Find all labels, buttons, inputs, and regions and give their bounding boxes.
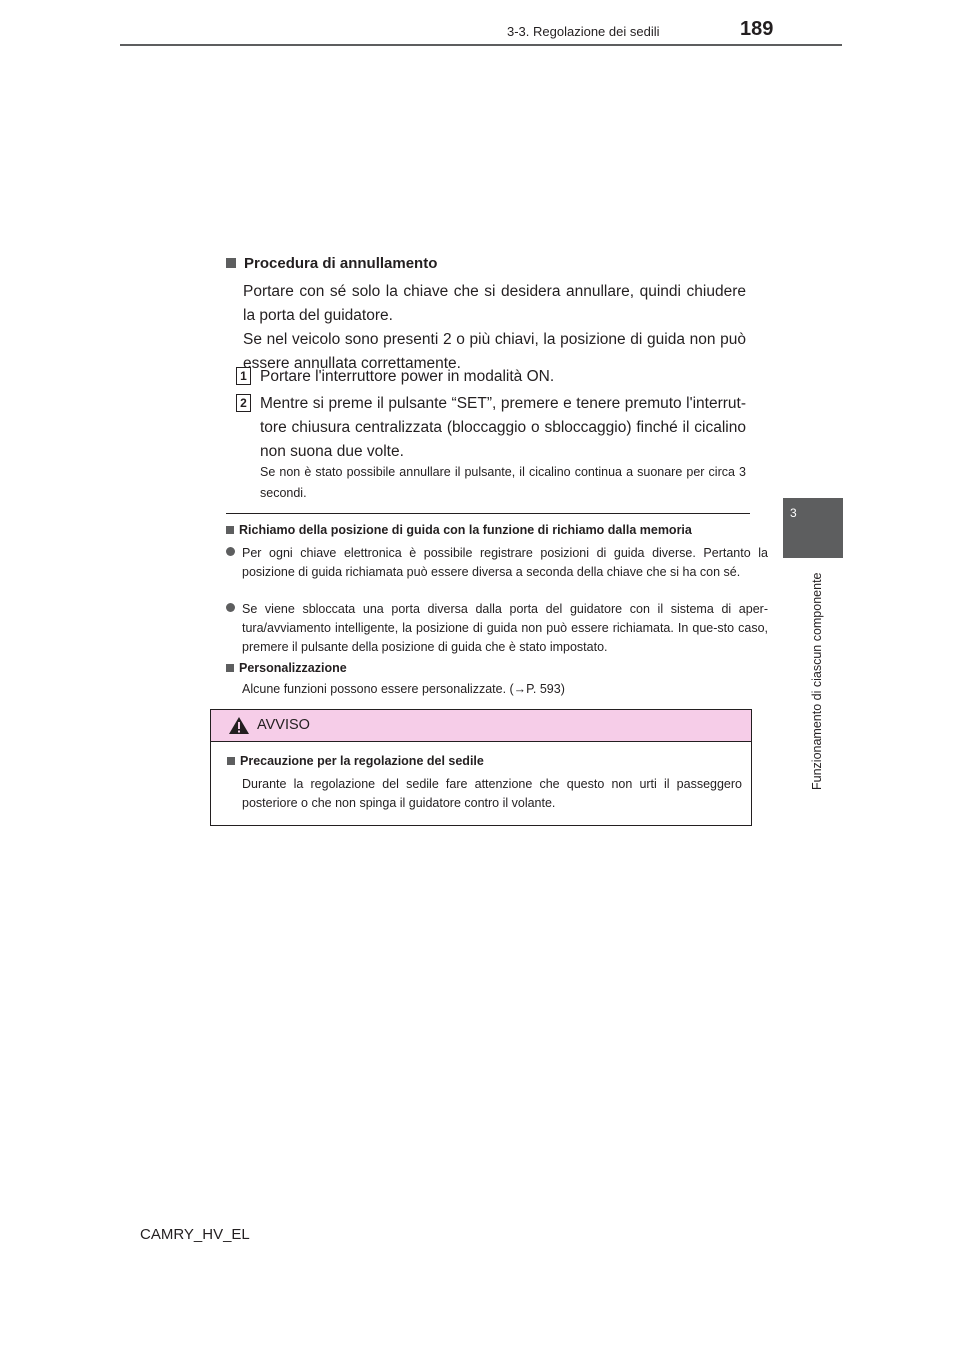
round-bullet-icon — [226, 547, 235, 556]
personalization-title: Personalizzazione — [226, 661, 347, 675]
cancel-section-title: Procedura di annullamento — [226, 255, 437, 272]
list-item: Per ogni chiave elettronica è possibile registrare posizioni di guida diverse. Pertanto la posizione di guida richiamata può essere diversa a seconda della chiave che si ha con sé. — [226, 544, 768, 582]
cancel-paragraph-2: Se nel veicolo sono presenti 2 o più chiavi, la posizione di guida non può essere annullata correttamente. — [243, 331, 746, 372]
warning-text: Durante la regolazione del sedile fare attenzione che questo non urti il passeggero posteriore o che non spinga il guidatore contro il volante. — [242, 777, 742, 810]
header-divider — [120, 44, 842, 46]
step-number-2: 2 — [236, 394, 251, 412]
cancel-note: Se non è stato possibile annullare il pulsante, il cicalino continua a suonare per circa 3 secondi. — [260, 465, 746, 500]
step-2-text: Mentre si preme il pulsante “SET”, premere e tenere premuto l'interrut-tore chiusura centralizzata (bloccaggio o sbloccaggio) finché il cicalino non suona due volte. — [260, 395, 746, 460]
warning-box — [210, 709, 752, 826]
warning-title: Precauzione per la regolazione del sedile — [227, 754, 484, 768]
recall-section-title: Richiamo della posizione di guida con la funzione di richiamo dalla memoria — [226, 523, 692, 537]
square-bullet-icon — [227, 757, 235, 765]
round-bullet-icon — [226, 603, 235, 612]
model-code: CAMRY_HV_EL — [140, 1226, 250, 1243]
square-bullet-icon — [226, 664, 234, 672]
step-number-1: 1 — [236, 367, 251, 385]
section-divider — [226, 513, 750, 514]
page-number: 189 — [740, 18, 774, 40]
header-section-title: 3-3. Regolazione dei sedili — [507, 24, 660, 39]
cancel-paragraph-1: Portare con sé solo la chiave che si desidera annullare, quindi chiudere la porta del guidatore. — [243, 283, 746, 324]
square-bullet-icon — [226, 526, 234, 534]
warning-label: AVVISO — [257, 717, 310, 733]
square-bullet-icon — [226, 258, 236, 268]
personalization-text: Alcune funzioni possono essere personalizzate. (→P. 593) — [242, 682, 565, 696]
warning-triangle-icon — [228, 716, 250, 735]
chapter-title: Funzionamento di ciascun componente — [810, 572, 824, 790]
chapter-number: 3 — [790, 506, 797, 520]
step-1-text: Portare l'interruttore power in modalità ON. — [260, 368, 555, 385]
list-item: Se viene sbloccata una porta diversa dalla porta del guidatore con il sistema di aper-tura/avviamento intelligente, la posizione di guida non può essere richiamata. In que-sto caso, premere il pulsante della posizione di guida che è stato impostato. — [226, 600, 768, 657]
warning-header — [211, 710, 751, 742]
